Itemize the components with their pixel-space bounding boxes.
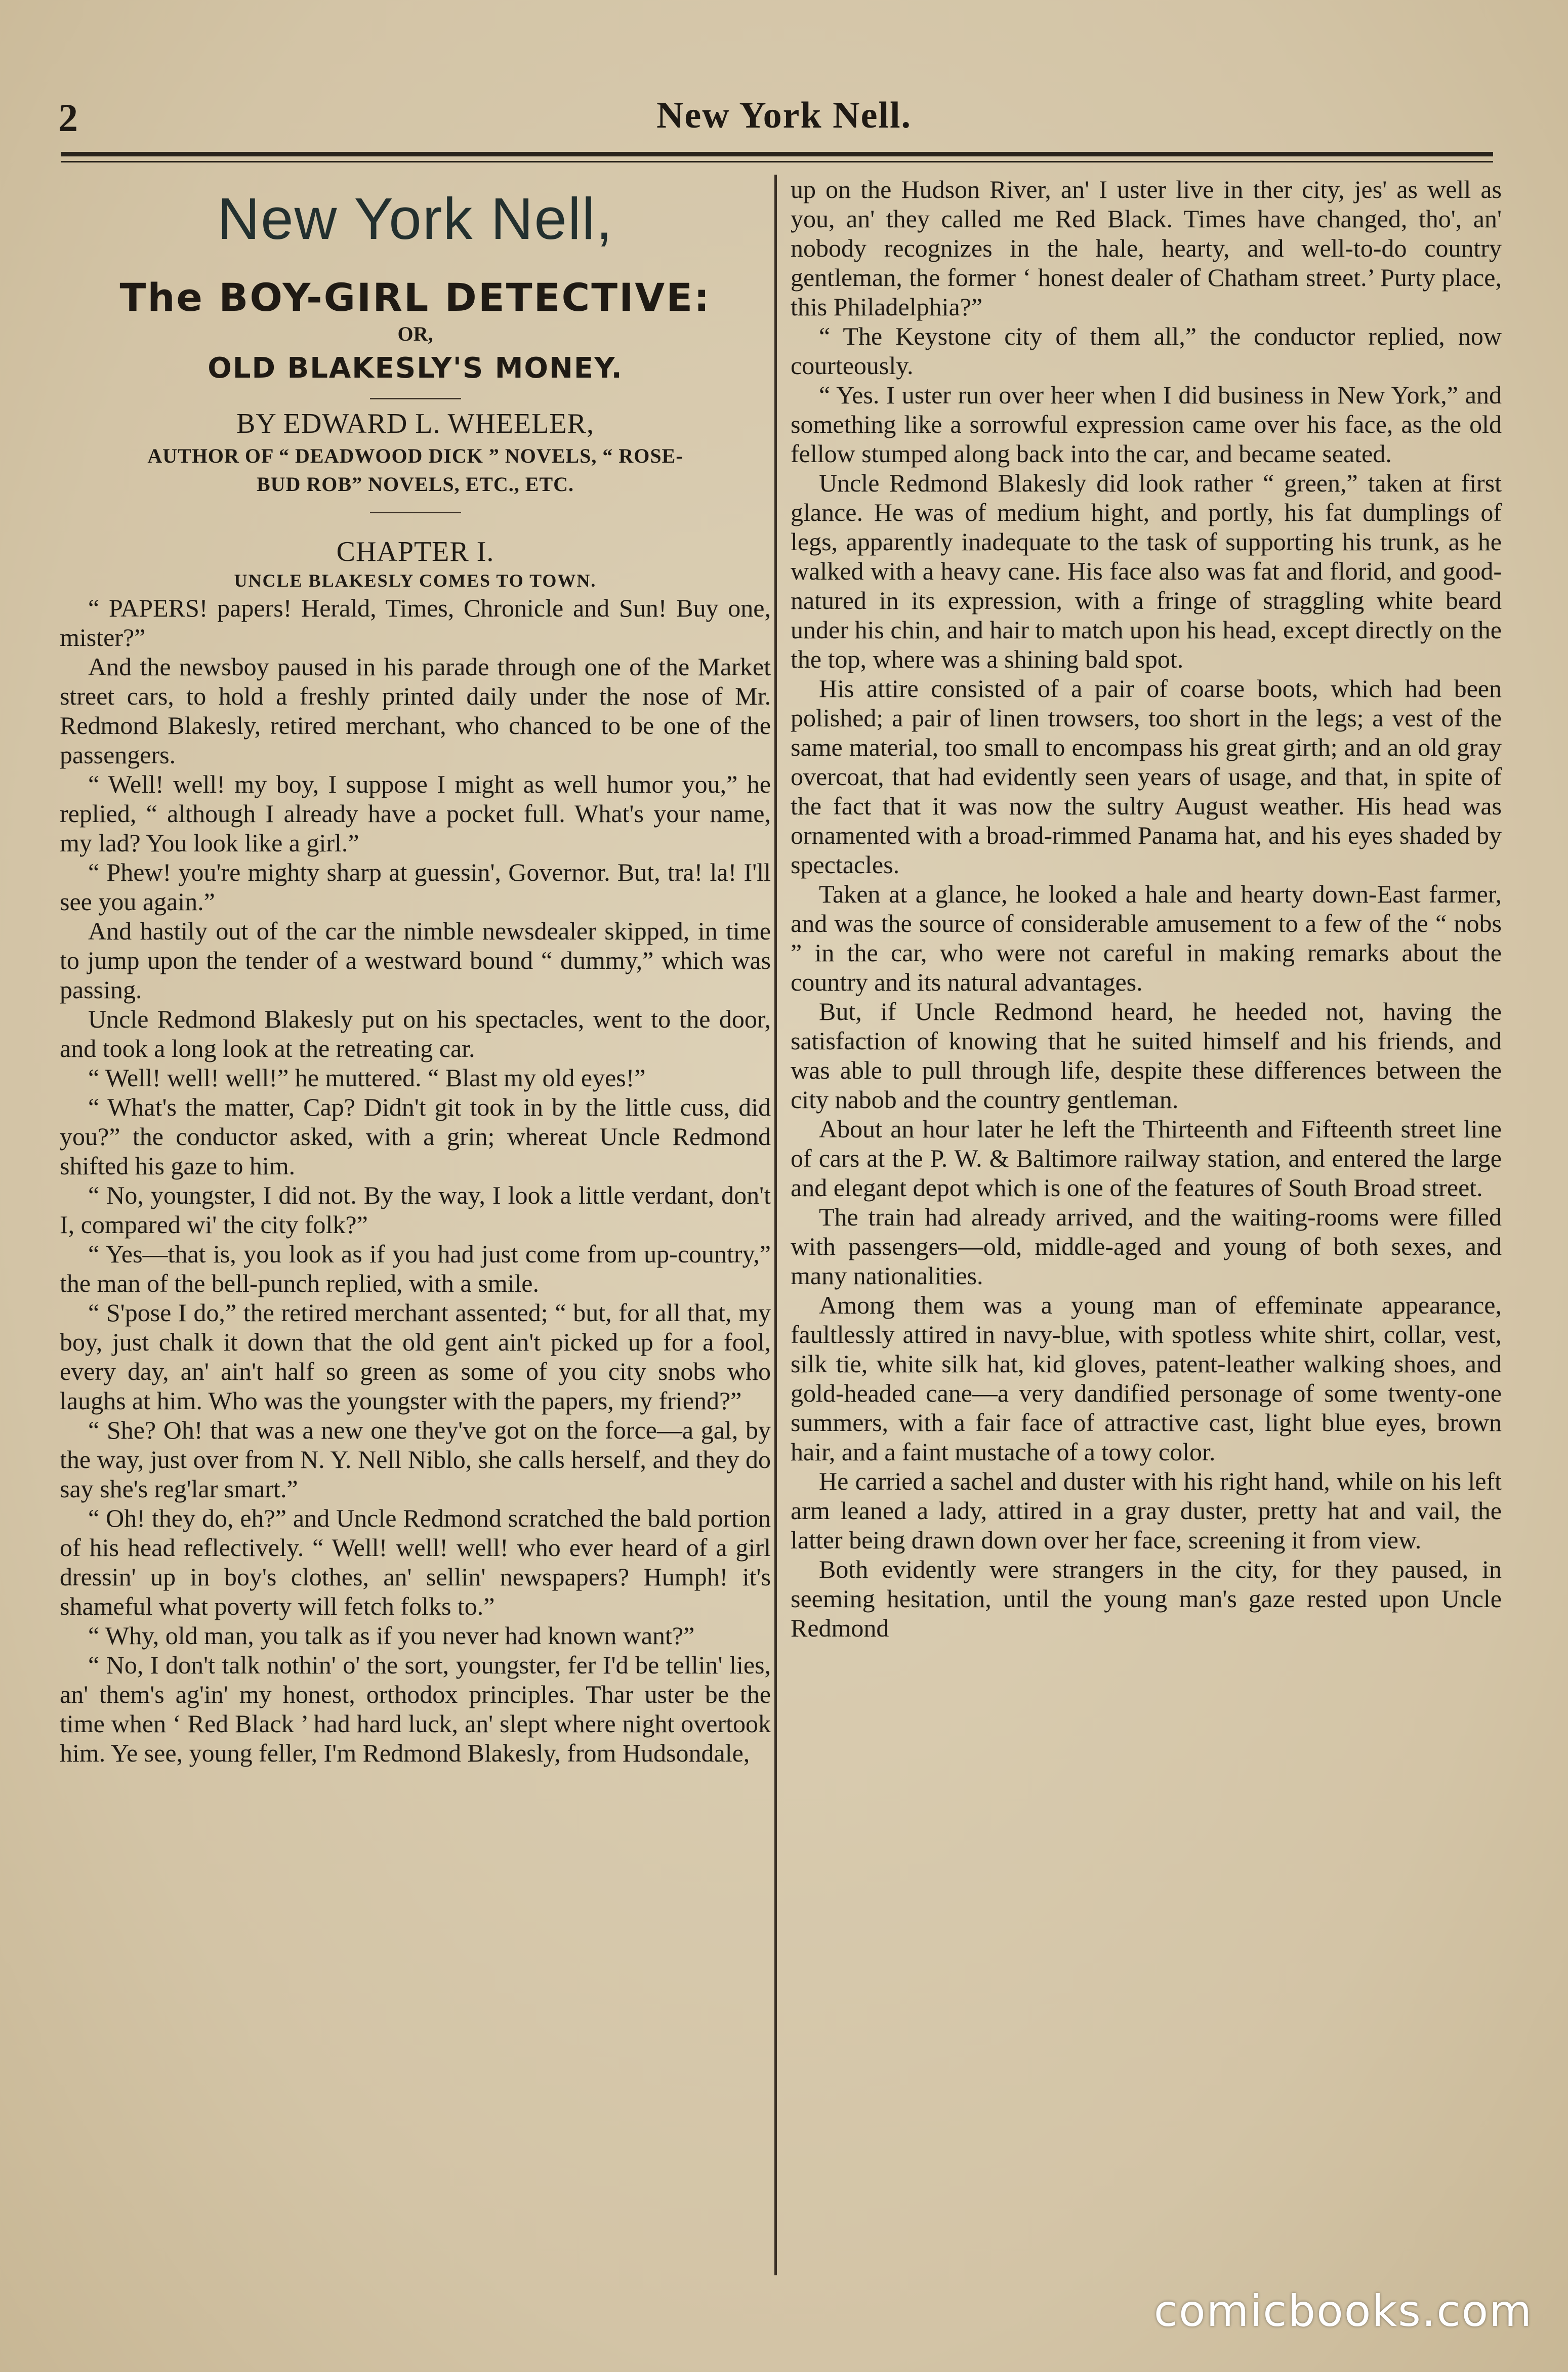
chapter-subtitle: UNCLE BLAKESLY COMES TO TOWN.: [234, 570, 597, 591]
paragraph: up on the Hudson River, an' I uster live in ther city, jes' as well as you, an' they called me Red Black. Times have changed, tho', an' nobody recognizes in the hale, hearty, and well-to-do country gentleman, the former ‘ honest dealer of Chatham street.’ Purty place, this Philadelphia?”: [791, 175, 1502, 321]
paragraph: “ Oh! they do, eh?” and Uncle Redmond scratched the bald portion of his head reflectively. “ Well! well! well! who ever heard of a girl dressin' up in boy's clothes, an' sellin' newspapers? Humph! it's shameful what poverty will fetch folks to.”: [60, 1504, 771, 1620]
paragraph: Uncle Redmond Blakesly put on his spectacles, went to the door, and took a long look at the retreating car.: [60, 1005, 771, 1062]
paragraph: The train had already arrived, and the waiting-rooms were filled with passengers—old, middle-aged and young of both sexes, and many nationalities.: [791, 1203, 1502, 1290]
chapter-divider: [370, 512, 461, 513]
paragraph: “ She? Oh! that was a new one they've got on the force—a gal, by the way, just over from N. Y. Nell Niblo, she calls herself, and they do say she's reg'lar smart.”: [60, 1416, 771, 1503]
header-rule-thick: [61, 152, 1493, 156]
paragraph: “ No, youngster, I did not. By the way, I look a little verdant, don't I, compared wi' the city folk?”: [60, 1181, 771, 1239]
paragraph: Taken at a glance, he looked a hale and hearty down-East farmer, and was the source of considerable amusement to a few of the “ nobs ” in the car, who were not careful in making remarks about the country and its natural advantages.: [791, 880, 1502, 996]
paragraph: “ What's the matter, Cap? Didn't git took in by the little cuss, did you?” the conductor asked, with a grin; whereat Uncle Redmond shifted his gaze to him.: [60, 1093, 771, 1180]
page-number: 2: [58, 96, 78, 140]
left-column: [60, 175, 771, 2275]
paragraph: About an hour later he left the Thirteenth and Fifteenth street line of cars at the P. W. & Baltimore railway station, and entered the large and elegant depot which is one of the features of South Broad street.: [791, 1115, 1502, 1202]
paragraph: “ Well! well! my boy, I suppose I might as well humor you,” he replied, “ although I already have a pocket full. What's your name, my lad? You look like a girl.”: [60, 770, 771, 857]
story-or: OR,: [397, 322, 433, 345]
story-subtitle: The BOY-GIRL DETECTIVE:: [119, 275, 711, 320]
paragraph: Both evidently were strangers in the city, for they paused, in seeming hesitation, until the young man's gaze rested upon Uncle Redmond: [791, 1555, 1502, 1642]
paragraph: Among them was a young man of effeminate appearance, faultlessly attired in navy-blue, with spotless white shirt, collar, vest, silk tie, white silk hat, kid gloves, patent-leather walking shoes, and gold-headed cane—a very dandified personage of some twenty-one summers, with a fair face of attractive cast, light blue eyes, brown hair, and a faint mustache of a towy color.: [791, 1291, 1502, 1466]
paragraph: He carried a sachel and duster with his right hand, while on his left arm leaned a lady, attired in a gray duster, pretty hat and vail, the latter being drawn down over her face, screening it from view.: [791, 1467, 1502, 1554]
paragraph: Uncle Redmond Blakesly did look rather “ green,” taken at first glance. He was of medium hight, and portly, his fat dumplings of legs, apparently inadequate to the task of supporting his trunk, as he walked with a heavy cane. His face also was fat and florid, and good-natured in its expression, with a fringe of straggling white beard under his chin, and hair to match upon his head, except directly on the the top, where was a shining bald spot.: [791, 469, 1502, 673]
header-rule-thin: [61, 161, 1493, 162]
chapter-heading: CHAPTER I.: [336, 536, 494, 567]
column-divider: [774, 175, 777, 2275]
paragraph: And hastily out of the car the nimble newsdealer skipped, in time to jump upon the tender of a westward bound “ dummy,” which was passing.: [60, 917, 771, 1004]
paragraph: “ The Keystone city of them all,” the conductor replied, now courteously.: [791, 322, 1502, 380]
title-divider: [370, 398, 461, 399]
byline: BY EDWARD L. WHEELER,: [236, 408, 594, 439]
story-title: New York Nell,: [217, 186, 613, 252]
author-credits-line-1: AUTHOR OF “ DEADWOOD DICK ” NOVELS, “ ROSE-: [147, 444, 683, 467]
paragraph: “ Yes. I uster run over heer when I did business in New York,” and something like a sorrowful expression came over his face, as the old fellow stumped along back into the car, and became seated.: [791, 381, 1502, 468]
paragraph: But, if Uncle Redmond heard, he heeded not, having the satisfaction of knowing that he suited himself and his friends, and was able to pull through life, despite these differences between the city nabob and the country gentleman.: [791, 997, 1502, 1114]
paragraph: “ Phew! you're mighty sharp at guessin', Governor. But, tra! la! I'll see you again.”: [60, 858, 771, 916]
paragraph: His attire consisted of a pair of coarse boots, which had been polished; a pair of linen trowsers, too short in the legs; a vest of the same material, too small to encompass his great girth; and an old gray overcoat, that had evidently seen years of usage, and that, in spite of the fact that it was now the sultry August weather. His head was ornamented with a broad-rimmed Panama hat, and his eyes shaded by spectacles.: [791, 674, 1502, 879]
paragraph: “ PAPERS! papers! Herald, Times, Chronicle and Sun! Buy one, mister?”: [60, 594, 771, 651]
story-subtitle-2: OLD BLAKESLY'S MONEY.: [208, 352, 623, 385]
author-credits-line-2: BUD ROB” NOVELS, ETC., ETC.: [256, 473, 574, 496]
running-header-title: New York Nell.: [656, 95, 912, 136]
left-column-text: [60, 593, 771, 1768]
paragraph: And the newsboy paused in his parade through one of the Market street cars, to hold a freshly printed daily under the nose of Mr. Redmond Blakesly, retired merchant, who chanced to be one of the passengers.: [60, 652, 771, 769]
watermark: comicbooks.com: [1153, 2286, 1533, 2337]
right-column-text: [791, 175, 1502, 1643]
right-column: [791, 175, 1502, 2275]
paragraph: “ Well! well! well!” he muttered. “ Blast my old eyes!”: [88, 1064, 646, 1092]
paragraph: “ Why, old man, you talk as if you never had known want?”: [88, 1621, 695, 1650]
paragraph: “ Yes—that is, you look as if you had just come from up-country,” the man of the bell-punch replied, with a smile.: [60, 1240, 771, 1297]
paragraph: “ No, I don't talk nothin' o' the sort, youngster, fer I'd be tellin' lies, an' them's ag'in' my honest, orthodox principles. Thar uster be the time when ‘ Red Black ’ had hard luck, an' slept where night overtook him. Ye see, young feller, I'm Redmond Blakesly, from Hudsondale,: [60, 1651, 771, 1767]
paragraph: “ S'pose I do,” the retired merchant assented; “ but, for all that, my boy, just chalk it down that the old gent ain't picked up for a fool, every day, an' ain't half so green as some of you city snobs who laughs at him. Who was the youngster with the papers, my friend?”: [60, 1298, 771, 1415]
